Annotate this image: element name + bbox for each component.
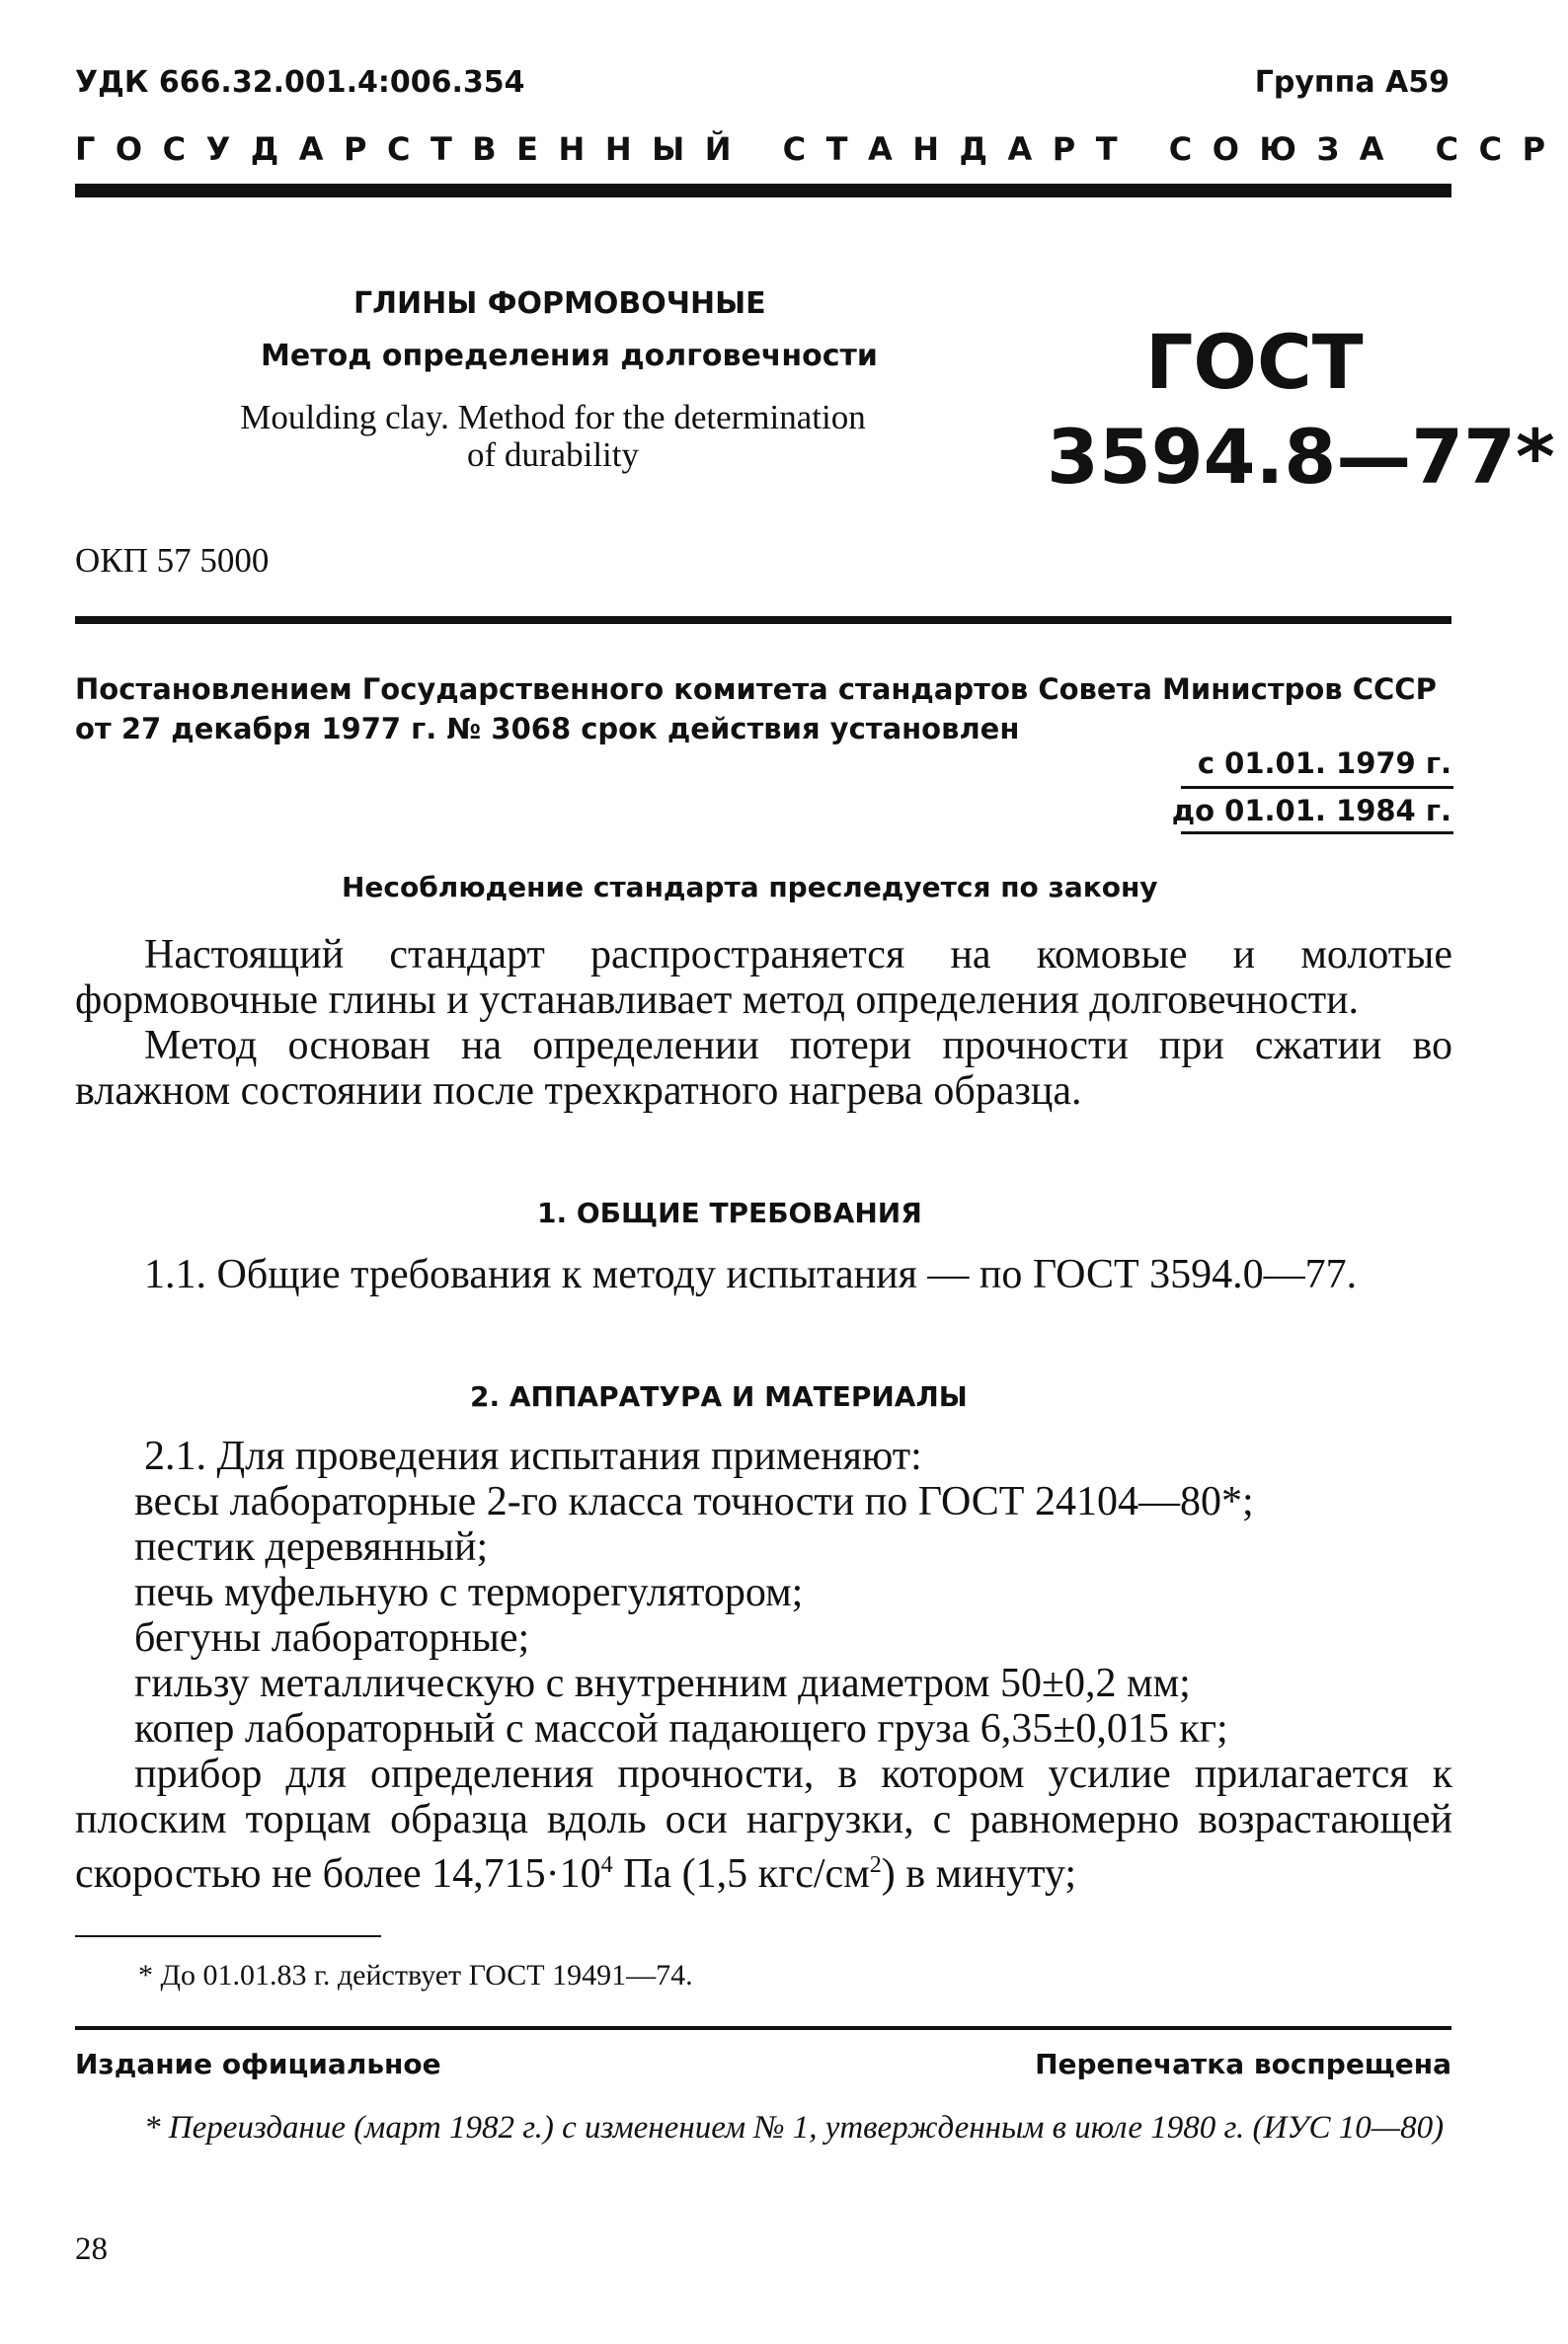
section-2-heading: 2. АППАРАТУРА И МАТЕРИАЛЫ: [470, 1380, 968, 1413]
section-1-paragraph: 1.1. Общие требования к методу испытания — по ГОСТ 3594.0—77.: [144, 1252, 1358, 1297]
section-2-body: [75, 1434, 1452, 1897]
device-text: прибор для определения прочности, в котором усилие прилагается к плоским торцам образца вдоль оси нагрузки, с равномерно возрастающей скоростью не более 14,715·10: [75, 1752, 1452, 1897]
header-rule: [75, 184, 1451, 197]
list-item: печь муфельную с терморегулятором;: [134, 1570, 804, 1615]
section-1-body: [75, 1252, 1452, 1297]
dates-rule-2: [1181, 831, 1453, 834]
device-item: [75, 1752, 1452, 1897]
state-standard-banner: ГОСУДАРСТВЕННЫЙ СТАНДАРТ СОЮЗА ССР: [75, 130, 1566, 168]
standard-title: ГЛИНЫ ФОРМОВОЧНЫЕ: [353, 286, 766, 321]
standard-subtitle: Метод определения долговечности: [261, 339, 878, 373]
official-edition: Издание официальное: [75, 2048, 441, 2080]
udk-code: УДК 666.32.001.4:006.354: [75, 65, 525, 100]
decree-line1: Постановлением Государственного комитета стандартов Совета Министров СССР: [75, 672, 1437, 706]
english-title-line2: of durability: [467, 435, 639, 474]
title-rule: [75, 616, 1451, 624]
device-exponent: 4: [600, 1852, 613, 1878]
okp-code: ОКП 57 5000: [75, 541, 270, 580]
list-item: весы лабораторные 2-го класса точности по ГОСТ 24104—80*;: [134, 1479, 1254, 1524]
list-item: копер лабораторный с массой падающего груза 6,35±0,015 кг;: [134, 1706, 1228, 1752]
valid-to: до 01.01. 1984 г.: [1171, 794, 1451, 827]
device-exponent-2: 2: [869, 1852, 882, 1878]
device-text-3: ) в минуту;: [881, 1851, 1077, 1897]
intro-text: [75, 932, 1452, 1114]
valid-from: с 01.01. 1979 г.: [1197, 746, 1451, 780]
section-2-intro: 2.1. Для проведения испытания применяют:: [144, 1434, 922, 1479]
list-item: гильзу металлическую с внутренним диаметром 50±0,2 мм;: [134, 1661, 1191, 1706]
reprint-prohibited: Перепечатка воспрещена: [1035, 2048, 1451, 2080]
list-item: пестик деревянный;: [134, 1524, 489, 1570]
equipment-list: [75, 1479, 1452, 1752]
section-1-heading: 1. ОБЩИЕ ТРЕБОВАНИЯ: [537, 1197, 922, 1229]
gost-label: ГОСТ: [1145, 318, 1364, 406]
intro-paragraph-1: Настоящий стандарт распространяется на комовые и молотые формовочные глины и устанавливает метод определения долговечности.: [75, 932, 1452, 1023]
page-number: 28: [75, 2231, 108, 2267]
reissue-note: * Переиздание (март 1982 г.) с изменением № 1, утвержденным в июле 1980 г. (ИУС 10—80): [144, 2110, 1445, 2146]
footnote: * До 01.01.83 г. действует ГОСТ 19491—74.: [138, 1959, 693, 1992]
footnote-separator: [75, 1935, 381, 1937]
legal-warning: Несоблюдение стандарта преследуется по закону: [342, 871, 1158, 903]
english-title-line1: Moulding clay. Method for the determination: [240, 398, 866, 436]
english-title: [148, 399, 958, 474]
device-text-2: Па (1,5 кгс/см: [612, 1851, 870, 1897]
dates-rule-1: [1181, 786, 1453, 789]
decree-line2: от 27 декабря 1977 г. № 3068 срок действия установлен: [75, 712, 1020, 745]
bottom-rule: [75, 2026, 1451, 2030]
group-code: Группа А59: [1254, 65, 1450, 100]
gost-number: 3594.8—77*: [1047, 413, 1555, 501]
list-item: бегуны лабораторные;: [134, 1615, 530, 1661]
decree-text: [75, 669, 1457, 748]
intro-paragraph-2: Метод основан на определении потери прочности при сжатии во влажном состоянии после трехкратного нагрева образца.: [75, 1023, 1452, 1114]
